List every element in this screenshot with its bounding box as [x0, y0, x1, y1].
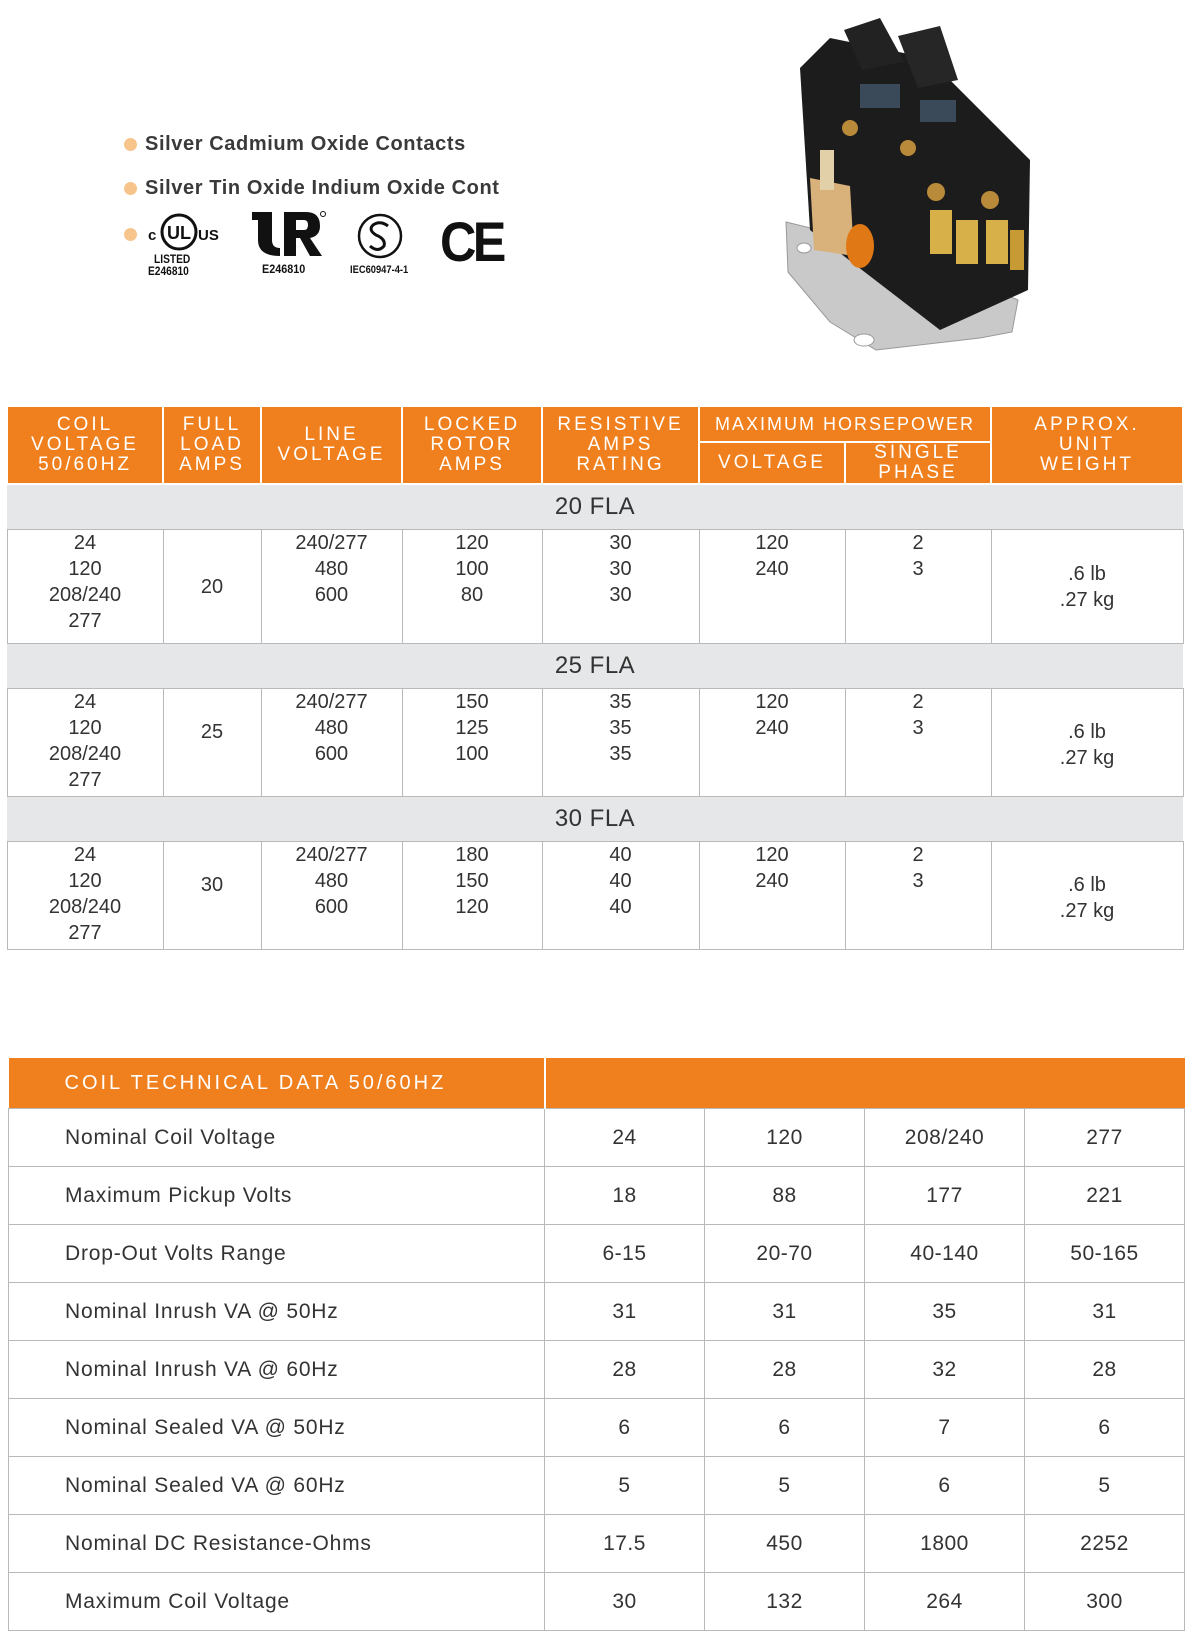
coil-row-value: 221 [1025, 1167, 1185, 1225]
header-voltage: VOLTAGE [699, 442, 845, 484]
coil-row-value: 32 [865, 1341, 1025, 1399]
cell-fla: 25 [163, 689, 261, 797]
feature-text: Silver Cadmium Oxide Contacts [145, 132, 466, 155]
coil-row-label: Maximum Pickup Volts [9, 1167, 545, 1225]
coil-row-value: 35 [865, 1283, 1025, 1341]
contactor-product-image [780, 10, 1060, 370]
coil-row-value: 30 [545, 1573, 705, 1631]
coil-table-header-blank [545, 1058, 1185, 1109]
cell-coil-voltage: 24 120 208/240 277 [7, 842, 163, 950]
cell-locked-rotor: 150 125 100 [402, 689, 542, 797]
cell-resistive: 40 40 40 [542, 842, 699, 950]
s-mark-code: IEC60947-4-1 [350, 264, 409, 276]
coil-row-label: Maximum Coil Voltage [9, 1573, 545, 1631]
coil-row [9, 1341, 1185, 1399]
cell-single-phase: 2 3 [845, 530, 991, 644]
rating-table [6, 405, 1182, 950]
coil-row-label: Nominal Coil Voltage [9, 1109, 545, 1167]
coil-row-label: Nominal DC Resistance-Ohms [9, 1515, 545, 1573]
ce-mark: CE [440, 210, 503, 273]
coil-row-value: 6 [705, 1399, 865, 1457]
ur-mark-icon [250, 210, 326, 258]
coil-row-value: 5 [1025, 1457, 1185, 1515]
ul-listed-logo [142, 210, 222, 290]
ur-code: E246810 [262, 262, 306, 276]
header-line-voltage: LINE VOLTAGE [261, 406, 402, 484]
cell-line-voltage: 240/277 480 600 [261, 530, 402, 644]
header-max-horsepower: MAXIMUM HORSEPOWER [699, 406, 991, 442]
cell-line-voltage: 240/277 480 600 [261, 689, 402, 797]
table-row [7, 689, 1183, 797]
group-label-20-fla: 20 FLA [7, 484, 1183, 530]
coil-row-value: 5 [545, 1457, 705, 1515]
cell-locked-rotor: 120 100 80 [402, 530, 542, 644]
cell-single-phase: 2 3 [845, 842, 991, 950]
coil-row-value: 17.5 [545, 1515, 705, 1573]
coil-row-value: 177 [865, 1167, 1025, 1225]
coil-row-value: 24 [545, 1109, 705, 1167]
coil-row-value: 1800 [865, 1515, 1025, 1573]
coil-row [9, 1457, 1185, 1515]
ce-logo [440, 212, 510, 272]
coil-row-label: Nominal Inrush VA @ 50Hz [9, 1283, 545, 1341]
coil-row-value: 6-15 [545, 1225, 705, 1283]
cell-hp-voltage: 120 240 [699, 530, 845, 644]
header-single-phase: SINGLE PHASE [845, 442, 991, 484]
cell-fla: 20 [163, 530, 261, 644]
ul-circle-icon [142, 210, 222, 254]
s-mark-icon [352, 212, 408, 260]
coil-row-value: 88 [705, 1167, 865, 1225]
coil-row [9, 1573, 1185, 1631]
ur-recognized-logo [250, 210, 330, 280]
svg-text:c: c [148, 227, 157, 244]
header-full-load-amps: FULL LOAD AMPS [163, 406, 261, 484]
header-weight: APPROX. UNIT WEIGHT [991, 406, 1183, 484]
feature-list [124, 122, 500, 210]
coil-row-value: 277 [1025, 1109, 1185, 1167]
coil-row-value: 28 [705, 1341, 865, 1399]
cell-resistive: 35 35 35 [542, 689, 699, 797]
coil-table-body [9, 1109, 1185, 1631]
ul-listed-label: LISTED [154, 252, 191, 266]
coil-row-label: Nominal Sealed VA @ 60Hz [9, 1457, 545, 1515]
feature-text: Silver Tin Oxide Indium Oxide Cont [145, 176, 500, 199]
coil-row-value: 208/240 [865, 1109, 1025, 1167]
coil-row-value: 7 [865, 1399, 1025, 1457]
coil-row-label: Drop-Out Volts Range [9, 1225, 545, 1283]
coil-row-value: 2252 [1025, 1515, 1185, 1573]
table-row [7, 530, 1183, 644]
header-coil-voltage: COIL VOLTAGE 50/60HZ [7, 406, 163, 484]
coil-row-value: 50-165 [1025, 1225, 1185, 1283]
cell-line-voltage: 240/277 480 600 [261, 842, 402, 950]
cell-weight: .6 lb .27 kg [991, 530, 1183, 644]
coil-row-label: Nominal Inrush VA @ 60Hz [9, 1341, 545, 1399]
s-mark-logo [352, 212, 432, 282]
coil-technical-table [8, 1058, 1184, 1631]
cell-weight: .6 lb .27 kg [991, 842, 1183, 950]
cell-resistive: 30 30 30 [542, 530, 699, 644]
coil-row [9, 1399, 1185, 1457]
coil-row-value: 18 [545, 1167, 705, 1225]
table-row [7, 842, 1183, 950]
coil-row-value: 40-140 [865, 1225, 1025, 1283]
coil-row [9, 1167, 1185, 1225]
coil-row-value: 31 [545, 1283, 705, 1341]
svg-text:UL: UL [167, 223, 191, 243]
coil-row-value: 264 [865, 1573, 1025, 1631]
coil-row-value: 6 [1025, 1399, 1185, 1457]
coil-row-value: 6 [545, 1399, 705, 1457]
feature-item [124, 166, 500, 210]
group-label-25-fla: 25 FLA [7, 644, 1183, 689]
coil-table-title: COIL TECHNICAL DATA 50/60HZ [9, 1058, 545, 1109]
coil-row [9, 1283, 1185, 1341]
cell-weight: .6 lb .27 kg [991, 689, 1183, 797]
coil-row [9, 1515, 1185, 1573]
cell-locked-rotor: 180 150 120 [402, 842, 542, 950]
bullet-icon [124, 138, 137, 151]
cell-hp-voltage: 120 240 [699, 689, 845, 797]
group-label-30-fla: 30 FLA [7, 797, 1183, 842]
coil-row-value: 6 [865, 1457, 1025, 1515]
coil-row [9, 1225, 1185, 1283]
coil-row-value: 132 [705, 1573, 865, 1631]
ul-listed-code: E246810 [148, 264, 189, 278]
svg-text:US: US [198, 227, 219, 244]
coil-row-value: 28 [545, 1341, 705, 1399]
coil-row-value: 20-70 [705, 1225, 865, 1283]
header-locked-rotor-amps: LOCKED ROTOR AMPS [402, 406, 542, 484]
coil-row-value: 120 [705, 1109, 865, 1167]
coil-row-value: 28 [1025, 1341, 1185, 1399]
coil-row-value: 5 [705, 1457, 865, 1515]
coil-row-value: 300 [1025, 1573, 1185, 1631]
coil-row-value: 31 [1025, 1283, 1185, 1341]
coil-row-label: Nominal Sealed VA @ 50Hz [9, 1399, 545, 1457]
cell-single-phase: 2 3 [845, 689, 991, 797]
bullet-icon [124, 182, 137, 195]
feature-item [124, 122, 500, 166]
cell-coil-voltage: 24 120 208/240 277 [7, 530, 163, 644]
cell-fla: 30 [163, 842, 261, 950]
coil-row-value: 31 [705, 1283, 865, 1341]
cell-hp-voltage: 120 240 [699, 842, 845, 950]
coil-row-value: 450 [705, 1515, 865, 1573]
cell-coil-voltage: 24 120 208/240 277 [7, 689, 163, 797]
header-resistive-amps: RESISTIVE AMPS RATING [542, 406, 699, 484]
bullet-icon [124, 228, 137, 241]
coil-row [9, 1109, 1185, 1167]
